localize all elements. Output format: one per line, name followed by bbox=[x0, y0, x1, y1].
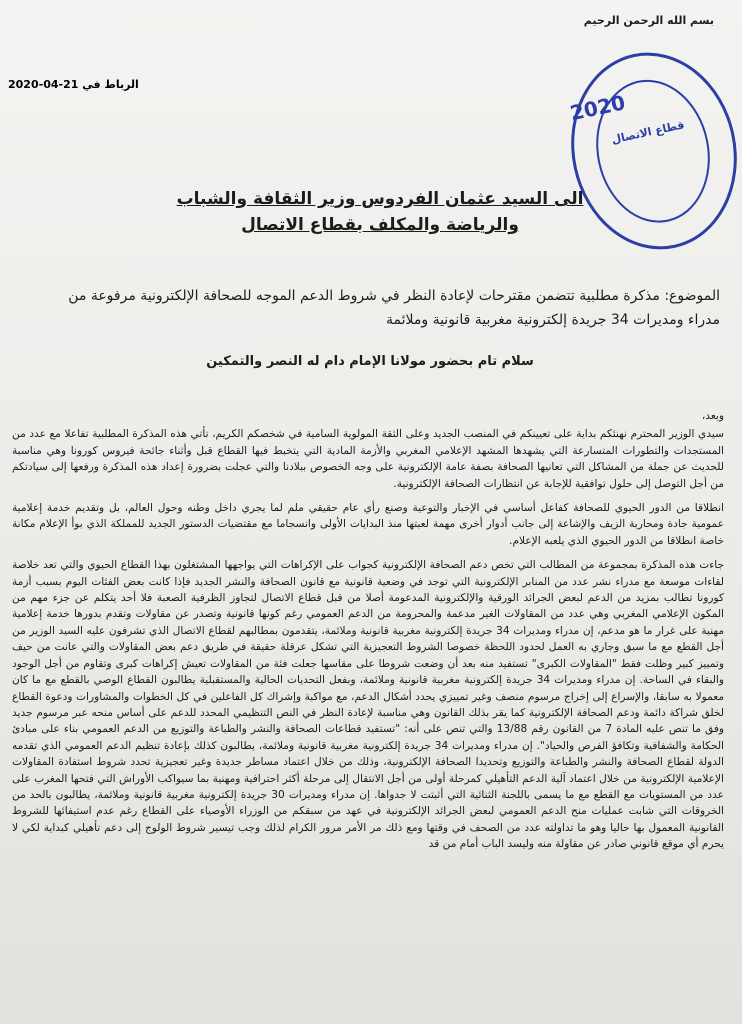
stamp-label: قطاع الاتصال bbox=[610, 118, 686, 147]
addressee-block bbox=[170, 186, 590, 238]
addressee-line: والرياضة والمكلف بقطاع الاتصال bbox=[241, 215, 519, 235]
body-paragraph: انطلاقا من الدور الحيوي للصحافة كفاعل أساسي في الإخبار والتوعية وصنع رأي عام حقيقي ملم لما يجري داخل وطنه وحول العالم، بل وتقديم خدمة إعلامية عمومية جادة ومحاربة الزيف والإشاعة إلى جانب أدوار أخرى مهمة لعبتها منذ البدايات الأولى وانسجاما مع مقتضيات الدستور الجديد للمملكة الذي بوأ الإعلام مكانة خاصة انطلاقا من الدور الحيوي الذي يلعبه الإعلام. bbox=[12, 502, 724, 547]
addressee-line: الى السيد عثمان الفردوس وزير الثقافة والشباب bbox=[176, 189, 584, 209]
subject-line: الموضوع: مذكرة مطلبية تتضمن مقترحات لإعادة النظر في شروط الدعم الموجه للصحافة الإلكترونية مرفوعة من مدراء ومديرات 34 جريدة إلكترونية مغربية قانونية وملائمة bbox=[68, 288, 720, 328]
body-paragraph: وبعد، bbox=[701, 410, 724, 422]
stamp-handwriting: 2020 bbox=[567, 90, 628, 126]
body-paragraph: جاءت هذه المذكرة بمجموعة من المطالب التي تخص دعم الصحافة الإلكترونية كجواب على الإكراهات التي يواجهها المشتغلون بهذا القطاع الحيوي والتي تعد خلاصة لقاءات موسعة مع مدراء نشر عدد من المنابر الإلكترونية التي توجد في وضعية قانونية مع قانون الصحافة والنشر الجديد فإذا كانت بعض الفئات اليوم بسبب أزمة كورونا تطالب بمزيد من الدعم لبعض الجرائد الورقية والإلكترونية المدعومة أصلا من قبل قطاع الاتصال لتجاوز الظرفية الصعبة فلا أحد يتكلم عن جزء مهم من المكون الإعلامي المغربي وهي عدد من المقاولات الغير مدعمة والمحرومة من الدعم العمومي رغم كونها قانونية وتصدر عن مقاولات وتقدم بدورها خدمة إعلامية مهنية على غرار ما هو مدعم، إن مدراء ومديرات 34 جريدة إلكترونية مغربية قانونية وملائمة، يتقدمون بمطالبهم لقطاع الاتصال الذي تشرفون عليه السيد الوزير من أجل القطع مع ما سبق وجاري به العمل لحدود اللحظة خصوصا الشروط التعجيزية التي تشكل عرقلة حقيقة في طريق دعم بعض المقاولات والتي عانت من حيف وتمييز كبير وظلت فقط "المقاولات الكبرى" تستفيد منه بعد أن وضعت شروطا على مقاسها جعلت فئة من المقاولات تعيش إكراهات كبرى وتقاوم من أجل الوجود والبقاء في الساحة. إن مدراء ومديرات 34 جريدة إلكترونية مغربية قانونية وملائمة، وبفعل التحديات الحالية والمستقبلية يطالبون القطاع الوصي بالقطع مع ما كان معمولا به سابقا، والإسراع إلى إخراج مرسوم منصف وغير تمييزي يحدد أشكال الدعم، مع مواكبة وإشراك كل الفاعلين في كل الخطوات والمشاورات ودعوة القطاع لخلق شراكة دائمة ودعم الصحافة الإلكترونية كما يقر بذلك القانون وهي مناسبة لإعادة النظر في النص التنظيمي المحدد للدعم على أساس منحه عبر مرسوم جديد وفق ما تنص عليه المادة 7 من القانون رقم 13/88 والتي تنص على أنه: "تستفيد قطاعات الصحافة والنشر والطباعة والتوزيع من الدعم العمومي بناء على مبادئ الحكامة والشفافية وتكافؤ الفرص والحياد". إن مدراء ومديرات 34 جريدة إلكترونية مغربية قانونية وملائمة، يطالبون كذلك بإعادة تنظيم الدعم العمومي الذي تقدمه الدولة لقطاع الصحافة والنشر والطباعة والتوزيع وتحديدا الصحافة الإلكترونية، وذلك من خلال اعتماد مساطر جديدة وغير تعجيزية تحدد شروط استفادة المقاولات الإعلامية الإلكترونية من خلال اعتماد آلية الدعم التأهيلي كمرحلة أولى من أجل الانتقال إلى مرحلة أكثر احترافية ومهنية بما سيواكب الأوراش التي فتحها المغرب على عدد من المستويات مع القطع مع ما يسمى باللجنة الثنائية التي أثبتت لا جدواها. إن مدراء ومديرات 30 جريدة إلكترونية مغربية قانونية وملائمة، يطالبون بالحد من الخروقات التي شابت عمليات منح الدعم العمومي لبعض الجرائد الإلكترونية في عهد من سبقكم من الوزراء الأوصياء على القطاع رغم عدم استيفائها للشروط القانونية المعمول بها حاليا وهو ما تداولته عدد من الصحف في وقتها ومع ذلك مر الأمر مرور الكرام لذلك وجب تيسير شروط الولوج إلى دعم تأهيلي كبداية لكي لا يحرم أي موقع قانوني صادر عن مقاولة منه وليسد الباب أمام من قد bbox=[12, 559, 725, 851]
greeting-line: سلام تام بحضور مولانا الإمام دام له النصر والتمكين bbox=[206, 354, 534, 369]
letter-body bbox=[12, 408, 724, 861]
basmala: بسم الله الرحمن الرحيم bbox=[583, 14, 714, 27]
letter-date: الرباط في 21-04-2020 bbox=[8, 78, 139, 91]
body-paragraph: سيدي الوزير المحترم نهنئكم بداية على تعيينكم في المنصب الجديد وعلى الثقة المولوية السامية في شخصكم الكريم، تأتي هذه المذكرة المطلبية تفاعلا مع عدد من المستجدات والتطورات المتسارعة التي يشهدها المشهد الإعلامي المغربي والأزمة المادية التي يتخبط فيها القطاع قبل وأثناء جائحة فيروس كورونا وهي مناسبة للحديث عن جملة من المشاكل التي تعانيها الصحافة بصفة عامة الإلكترونية على وجه الخصوص ببلادنا والتي عجلت بضرورة إعداد هذه المذكرة ورفعها إلى سيادتكم من أجل التوصل إلى حلول توافقية للإجابة عن انتظارات الصحافة الإلكترونية. bbox=[12, 428, 724, 490]
